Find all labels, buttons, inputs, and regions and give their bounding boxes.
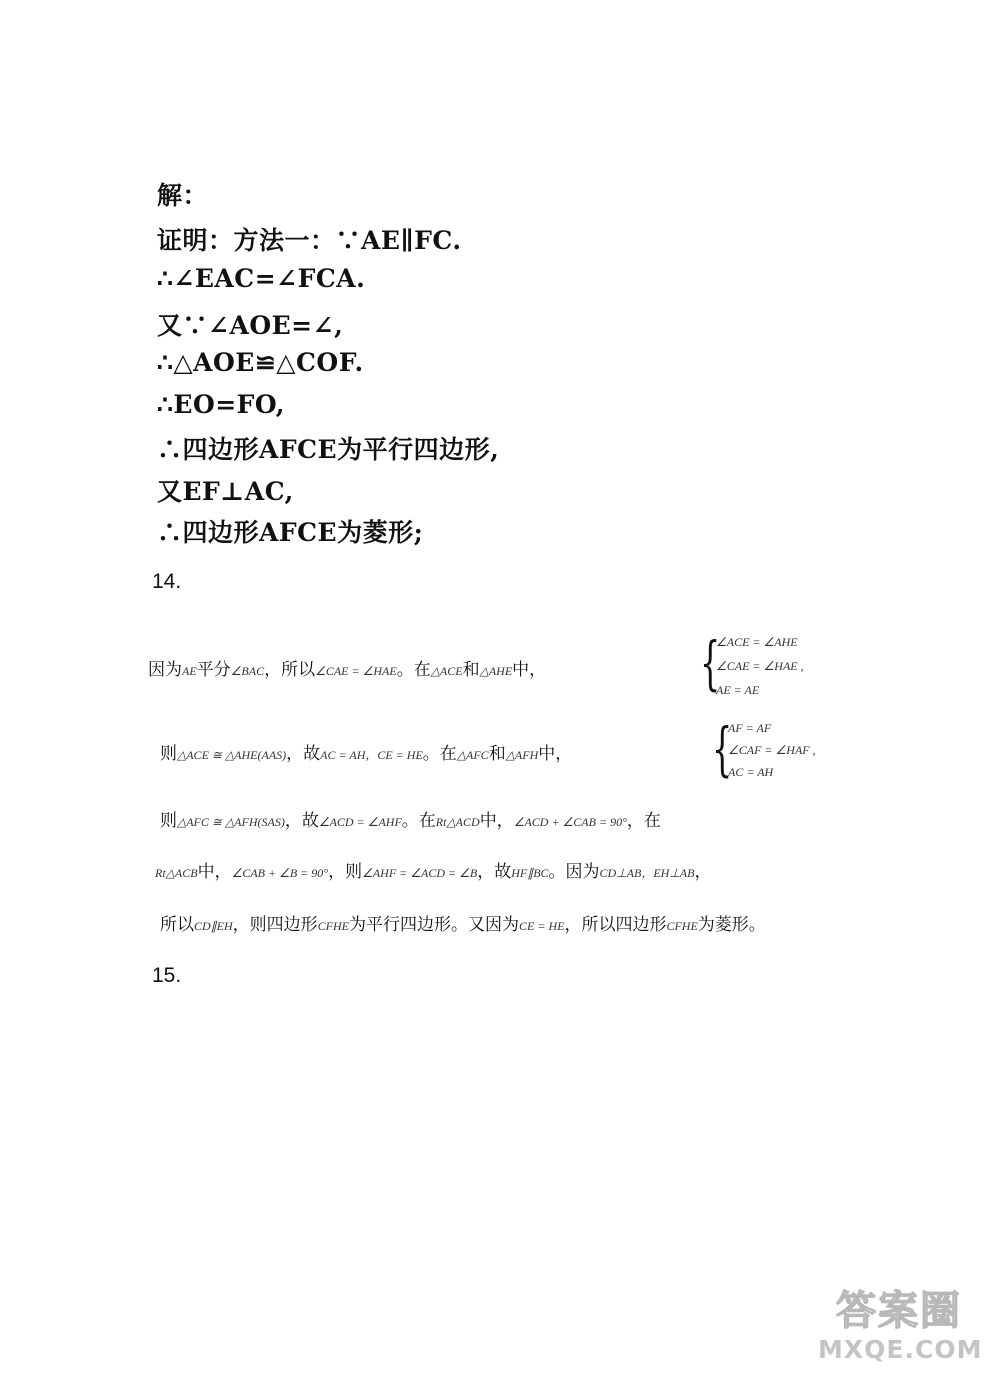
text: 为菱形。 [697,915,766,935]
proof-line-5: ∴EO=FO, [157,390,285,419]
text: ，在 [626,811,661,831]
math: AE [182,664,197,678]
text: 。在 [422,744,457,764]
math: ∠CAE = ∠HAE [315,664,397,678]
math: AC = AH，CE = HE [320,748,423,762]
brace-row: AE = AE [716,683,760,697]
p14-line-3 [160,806,661,831]
brace-row: ∠CAF = ∠HAF , [728,743,816,757]
math: ∠AHF = ∠ACD = ∠B [362,866,478,880]
proof-line-6: ∴四边形AFCE为平行四边形, [157,435,500,464]
text: ，所以 [264,660,316,680]
proof-line-8: ∴四边形AFCE为菱形; [157,518,424,547]
proof-line-3: 又∵∠AOE=∠, [157,311,344,340]
text: 所以 [160,915,194,935]
text: 为平行四边形。又因为 [349,915,520,935]
text: 中， [197,862,232,882]
math: ∠ACD + ∠CAB = 90° [513,815,627,829]
math: △AFH [505,748,539,762]
brace-row: AC = AH [728,765,774,779]
left-brace: { [712,715,733,783]
question-number-15: 15. [152,964,182,987]
proof-line-2: ∴∠EAC=∠FCA. [157,264,366,293]
text: 。在 [401,811,436,831]
math: CE = HE [519,919,565,933]
question-number-14: 14. [152,570,182,593]
math: △ACE [430,664,463,678]
text: 。因为 [548,862,600,882]
text: ， [694,862,712,882]
math: HF∥BC [511,866,549,880]
text: ，故 [284,811,319,831]
math: △AFC [456,748,489,762]
text: ，故 [477,862,512,882]
math: ∠BAC [230,664,265,678]
text: 和 [462,660,480,680]
text: 和 [488,744,506,764]
text: ，所以四边形 [564,915,667,935]
math: Rt△ACB [155,866,198,880]
proof-line-1: 证明：方法一：∵AE∥FC. [157,226,462,255]
math: ∠CAB + ∠B = 90° [231,866,329,880]
text: 因为 [148,660,182,680]
p14-line-4 [155,857,711,882]
p14-line-1 [148,655,546,680]
proof-line-4: ∴△AOE≌△COF. [157,348,364,377]
text: 则 [160,744,177,764]
watermark-logo-text: 答案圈 [836,1288,962,1334]
text: 中， [479,811,514,831]
left-brace: { [700,629,721,697]
math: △AHE [479,664,513,678]
math: △ACE ≅ △AHE(AAS) [177,748,287,762]
p14-line-5 [160,910,766,935]
brace-system-2 [712,715,862,788]
brace-row: ∠ACE = ∠AHE [716,635,798,649]
text: ，故 [286,744,321,764]
text: 中， [538,744,573,764]
math: CD⊥AB，EH⊥AB [599,866,695,880]
brace-row: AF = AF [728,721,772,735]
math: ∠ACD = ∠AHF [318,815,402,829]
math: Rt△ACD [435,815,480,829]
text: 。在 [396,660,431,680]
watermark-url: MXQE.COM [818,1335,983,1364]
text: 则 [160,811,177,831]
text: 中， [512,660,547,680]
watermark-logo [818,1275,988,1375]
text: ，则 [328,862,363,882]
text: 平分 [196,660,231,680]
solution-header: 解： [157,181,209,210]
math: △AFC ≅ △AFH(SAS) [177,815,285,829]
text: ，则四边形 [232,915,318,935]
proof-line-7: 又EF⊥AC, [157,477,294,506]
math: CFHE [317,919,350,933]
math: CFHE [666,919,698,933]
math: CD∥EH [194,919,233,933]
brace-system-1 [700,629,860,702]
brace-row: ∠CAE = ∠HAE , [716,659,804,673]
p14-line-2 [160,739,572,764]
